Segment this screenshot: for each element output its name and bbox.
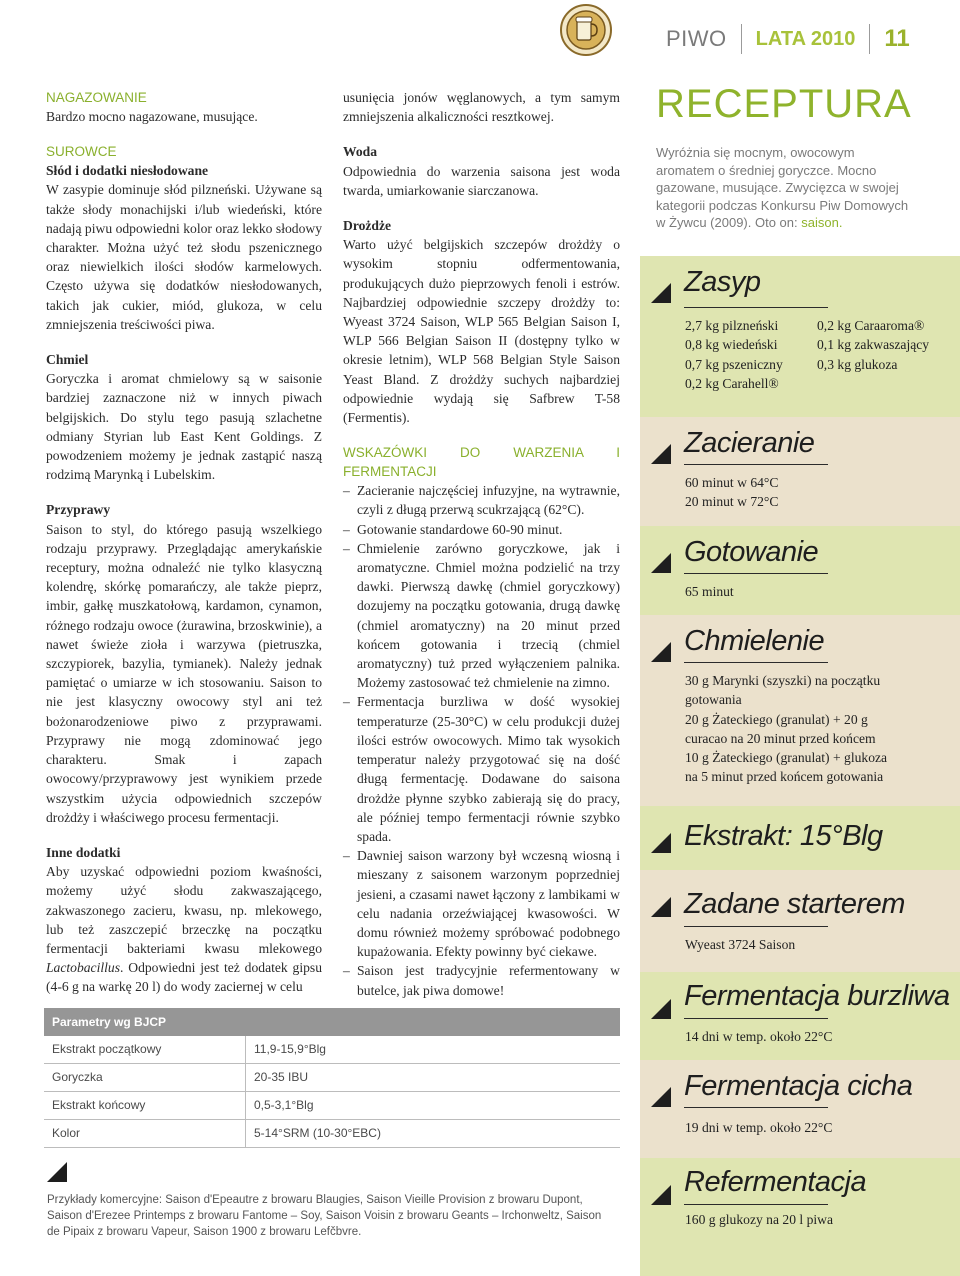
- triangle-marker-icon: [651, 897, 671, 917]
- paragraph-nagazowanie: Bardzo mocno nagazowane, musujące.: [46, 109, 258, 124]
- ingredient: 0,8 kg wiedeński: [685, 337, 778, 353]
- section-body: [685, 582, 734, 601]
- table-row: [44, 1036, 620, 1064]
- title-underline: [684, 926, 828, 927]
- subheading-woda: Woda: [343, 144, 377, 160]
- step-line: 20 minut w 72°C: [685, 494, 779, 510]
- recipe-section-gotowanie: [640, 526, 960, 615]
- title-underline: [684, 573, 828, 574]
- step-line: 14 dni w temp. około 22°C: [685, 1029, 833, 1044]
- recipe-subtitle-style: saison.: [801, 215, 843, 230]
- ingredient: 0,2 kg Caraaroma®: [817, 318, 925, 333]
- param-name: Ekstrakt początkowy: [44, 1036, 246, 1063]
- section-title: Fermentacja cicha: [684, 1070, 913, 1102]
- triangle-marker-icon: [651, 642, 671, 662]
- ingredient: 0,1 kg zakwaszający: [817, 337, 930, 353]
- list-item: – Saison jest tradycyjnie refermentowany w butelce, jak piwa domowe!: [343, 961, 620, 999]
- list-item: – Fermentacja burzliwa w dość wysokiej temperaturze (25-30°C) w celu produkcji dużej ilości estrów owocowych. Mimo tak wysokich temperatur należy przygotować się na dość długą fermentację. Dodawane do saisona drożdże płynne szybko zabierają się do pracy, ale później tempo fermentacji równie szybko spada.: [343, 692, 620, 846]
- triangle-marker-icon: [47, 1162, 67, 1182]
- step-line: 60 minut w 64°C: [685, 475, 779, 490]
- table-header: Parametry wg BJCP: [44, 1008, 620, 1036]
- ingredient: 0,7 kg pszeniczny: [685, 356, 783, 372]
- list-item: – Chmielenie zarówno goryczkowe, jak i aromatyczne. Chmiel można podzielić na trzy dawki. Pierwszą dawkę (chmiel goryczkowy) dozujemy na początku gotowania, drugą dawkę (chmiel aromatyczny) na 20 minut przed końcem gotowania i trzecią (chmiel aromatyczny) tuż przed wyłączeniem palnika. Możemy zastosować też chmielenie na zimno.: [343, 539, 620, 693]
- section-title: Refermentacja: [684, 1166, 867, 1198]
- subheading-inne-dodatki: Inne dodatki: [46, 844, 121, 860]
- title-underline: [684, 1107, 828, 1108]
- subheading-chmiel: Chmiel: [46, 352, 89, 368]
- step-line: 30 g Marynki (szyszki) na początku: [685, 673, 881, 688]
- section-title: Ekstrakt: 15°Blg: [684, 820, 883, 852]
- list-item: – Dawniej saison warzony był wczesną wiosną i mieszany z saisonem warzonym poprzedniej jesieni, a czasami nawet łączony z lambikami w celu nadania orzeźwiającej kwasowości. W domu również możemy spróbować podobnego kupażowania. Efekty powinny być ciekawe.: [343, 846, 620, 961]
- step-line: Wyeast 3724 Saison: [685, 937, 796, 952]
- section-body: [685, 1210, 833, 1229]
- step-line: curacao na 20 minut przed końcem: [685, 730, 876, 746]
- table-row: [44, 1092, 620, 1120]
- title-underline: [684, 1018, 828, 1019]
- header-divider: [869, 24, 870, 54]
- article-column-1: [46, 88, 322, 1013]
- header-section: PIWO: [666, 26, 727, 51]
- section-title: Zadane starterem: [684, 888, 905, 920]
- section-title: Gotowanie: [684, 536, 819, 568]
- triangle-marker-icon: [651, 283, 671, 303]
- section-body: [685, 1118, 832, 1137]
- step-line: 20 g Żateckiego (granulat) + 20 g: [685, 711, 868, 727]
- paragraph-inne-b: . Odpowiedni jest też dodatek gipsu (4-6 g na warkę 20 l) do wody zaciernej w celu: [46, 960, 322, 995]
- section-heading-surowce: SUROWCE: [46, 144, 117, 160]
- step-line: gotowania: [685, 692, 742, 708]
- zasyp-list-left: [685, 316, 783, 393]
- section-title: Zacieranie: [684, 427, 815, 459]
- triangle-marker-icon: [651, 833, 671, 853]
- recipe-section-zasyp: [640, 256, 960, 417]
- section-title: Chmielenie: [684, 625, 825, 657]
- section-body: [685, 671, 887, 787]
- paragraph-woda: Odpowiednia do warzenia saisona jest woda twarda, umiarkowanie siarczanowa.: [343, 163, 620, 198]
- title-underline: [684, 1204, 828, 1205]
- zasyp-list-right: [817, 316, 929, 374]
- triangle-marker-icon: [651, 553, 671, 573]
- title-underline: [684, 307, 828, 308]
- title-underline: [684, 464, 828, 465]
- ingredient: 0,3 kg glukoza: [817, 356, 898, 372]
- subheading-drozdze: Drożdże: [343, 218, 392, 234]
- tips-list: [343, 481, 620, 999]
- list-item: – Gotowanie standardowe 60-90 minut.: [343, 520, 620, 539]
- ingredient: 0,2 kg Carahell®: [685, 375, 779, 391]
- beer-stein-badge-icon: [553, 2, 619, 58]
- section-title: Fermentacja burzliwa: [684, 980, 950, 1012]
- page-header: [666, 22, 910, 56]
- param-name: Goryczka: [44, 1064, 246, 1091]
- recipe-section-ekstrakt: [640, 806, 960, 870]
- paragraph-przyprawy: Saison to styl, do którego pasują wszelkiego rodzaju przyprawy. Przeglądając amerykańskie receptury, można odnaleźć nie tylko klasyczną kolendrę, skórkę pomarańczy, ale także pieprz, imbir, gałkę muszkatołową, kardamon, cynamon, różnego rodzaju owoce (żurawina, brzoskwinie), a nawet świeże zioła i warzywa (pietruszka, szczypiorek, bazylia, tymianek). Należy jednak pamiętać o umiarze w ich stosowaniu. Saison to nie jest klasyczny owocowy styl ani też bożonarodzeniowe piwo z przyprawami. Przyprawy nie mogą zdominować jego charakteru. Smak i zapach owocowy/przyprawowy jest wynikiem przede wszystkim użycia odpowiednich szczepów drożdży i właściwego procesu fermentacji.: [46, 521, 322, 825]
- page-number: 11: [884, 25, 910, 52]
- section-body: [685, 473, 778, 512]
- recipe-section-fermentacja-cicha: [640, 1060, 960, 1158]
- recipe-subtitle-text: Wyróżnia się mocnym, owocowym aromatem o średniej goryczce. Mocno gazowane, musujące. Zwycięzca w swojej kategorii podczas Konkursu Piw Domowych w Żywcu (2009). Oto on:: [656, 145, 909, 230]
- step-line: na 5 minut przed końcem gotowania: [685, 769, 884, 785]
- article-column-2: [343, 88, 620, 1000]
- param-value: 5-14°SRM (10-30°EBC): [254, 1126, 381, 1140]
- step-line: 10 g Żateckiego (granulat) + glukoza: [685, 750, 888, 766]
- step-line: 160 g glukozy na 20 l piwa: [685, 1212, 833, 1227]
- subheading-slod: Słód i dodatki niesłodowane: [46, 163, 209, 179]
- recipe-section-refermentacja: [640, 1158, 960, 1276]
- param-value: 20-35 IBU: [254, 1070, 309, 1084]
- commercial-examples: Przykłady komercyjne: Saison d'Epeautre z browaru Blaugies, Saison Vieille Provision z browaru Dupont, Saison d'Erezee Printemps z browaru Fantome – Soy, Saison Voisin z browaru Geants – Irchonweltz, Saison de Pipaix z browaru Vapeur, Saison 1900 z browaru Lefčbvre.: [47, 1194, 602, 1238]
- recipe-subtitle: [656, 144, 916, 232]
- triangle-marker-icon: [651, 1185, 671, 1205]
- section-body: [685, 1027, 832, 1046]
- paragraph-slod: W zasypie dominuje słód pilzneński. Używane są także słody monachijski i/lub wiedeński, które nadają piwu odpowiedni kolor oraz lekko słodowy charakter. Można użyć też słodu pszenicznego oraz niewielkich ilości słodów karmelowych. Często używa się dodatków niesłodowanych, takich jak cukier, miód, glukoza, w celu zmniejszenia treściwości piwa.: [46, 182, 322, 332]
- header-divider: [741, 24, 742, 54]
- paragraph-drozdze: Warto użyć belgijskich szczepów drożdży o wysokim stopniu odfermentowania, produkujących dużo pieprzowych fenoli i estrów. Najbardziej odpowiednie szczepy drożdży to: Wyeast 3724 Saison, WLP 565 Belgian Saison I, WLP 566 Belgian Saison II (dostępny tylko w okresie letnim), WLP 568 Belgian Style Saison Yeast Bland. Z drożdży suchych najbardziej odpowiednie wydają się Safbrew T-58 (Fermentis).: [343, 237, 620, 426]
- triangle-marker-icon: [651, 444, 671, 464]
- paragraph-chmiel: Goryczka i aromat chmielowy są w saisonie bardziej zaznaczone niż w innych piwach belgijskich. Do stylu tego pasują szlachetne odmiany Styrian lub East Kent Goldings. Z powodzeniem możemy je jednak zastąpić naszą rodzimą Marynką i Lubelskim.: [46, 371, 322, 483]
- step-line: 65 minut: [685, 584, 734, 599]
- bjcp-parameters-table: [44, 1008, 620, 1148]
- header-issue: LATA 2010: [755, 27, 856, 50]
- section-title: Zasyp: [684, 266, 761, 298]
- triangle-marker-icon: [651, 1087, 671, 1107]
- paragraph-continuation: usunięcia jonów węglanowych, a tym samym zmniejszenia alkaliczności resztkowej.: [343, 90, 620, 125]
- section-body: [685, 935, 795, 954]
- table-row: [44, 1120, 620, 1148]
- list-item: – Zacieranie najczęściej infuzyjne, na wytrawnie, czyli z długą przerwą scukrzającą (62°C).: [343, 481, 620, 519]
- ingredient: 2,7 kg pilzneński: [685, 318, 779, 333]
- subheading-przyprawy: Przyprawy: [46, 502, 111, 518]
- param-value: 11,9-15,9°Blg: [254, 1042, 326, 1056]
- title-underline: [684, 662, 828, 663]
- recipe-section-chmielenie: [640, 615, 960, 806]
- table-row: [44, 1064, 620, 1092]
- recipe-section-zacieranie: [640, 417, 960, 526]
- param-name: Ekstrakt końcowy: [44, 1092, 246, 1119]
- paragraph-inne-a: Aby uzyskać odpowiedni poziom kwaśności, możemy użyć słodu zakwaszającego, zakwaszonego zacieru, kwasu, np. mlekowego, lub też zaszczepić brzeczkę na początku fermentacji bakteriami kwasu mlekowego: [46, 864, 322, 956]
- section-heading-wskazowki: WSKAZÓWKI DO WARZENIA I FERMENTACJI: [343, 445, 620, 480]
- triangle-marker-icon: [651, 999, 671, 1019]
- step-line: 19 dni w temp. około 22°C: [685, 1120, 833, 1135]
- recipe-section-zadane-starterem: [640, 870, 960, 972]
- recipe-section-fermentacja-burzliwa: [640, 972, 960, 1060]
- paragraph-inne-italic: Lactobacillus: [46, 960, 121, 976]
- recipe-title: RECEPTURA: [656, 82, 912, 126]
- param-name: Kolor: [44, 1120, 246, 1147]
- param-value: 0,5-3,1°Blg: [254, 1098, 314, 1112]
- section-heading-nagazowanie: NAGAZOWANIE: [46, 90, 147, 105]
